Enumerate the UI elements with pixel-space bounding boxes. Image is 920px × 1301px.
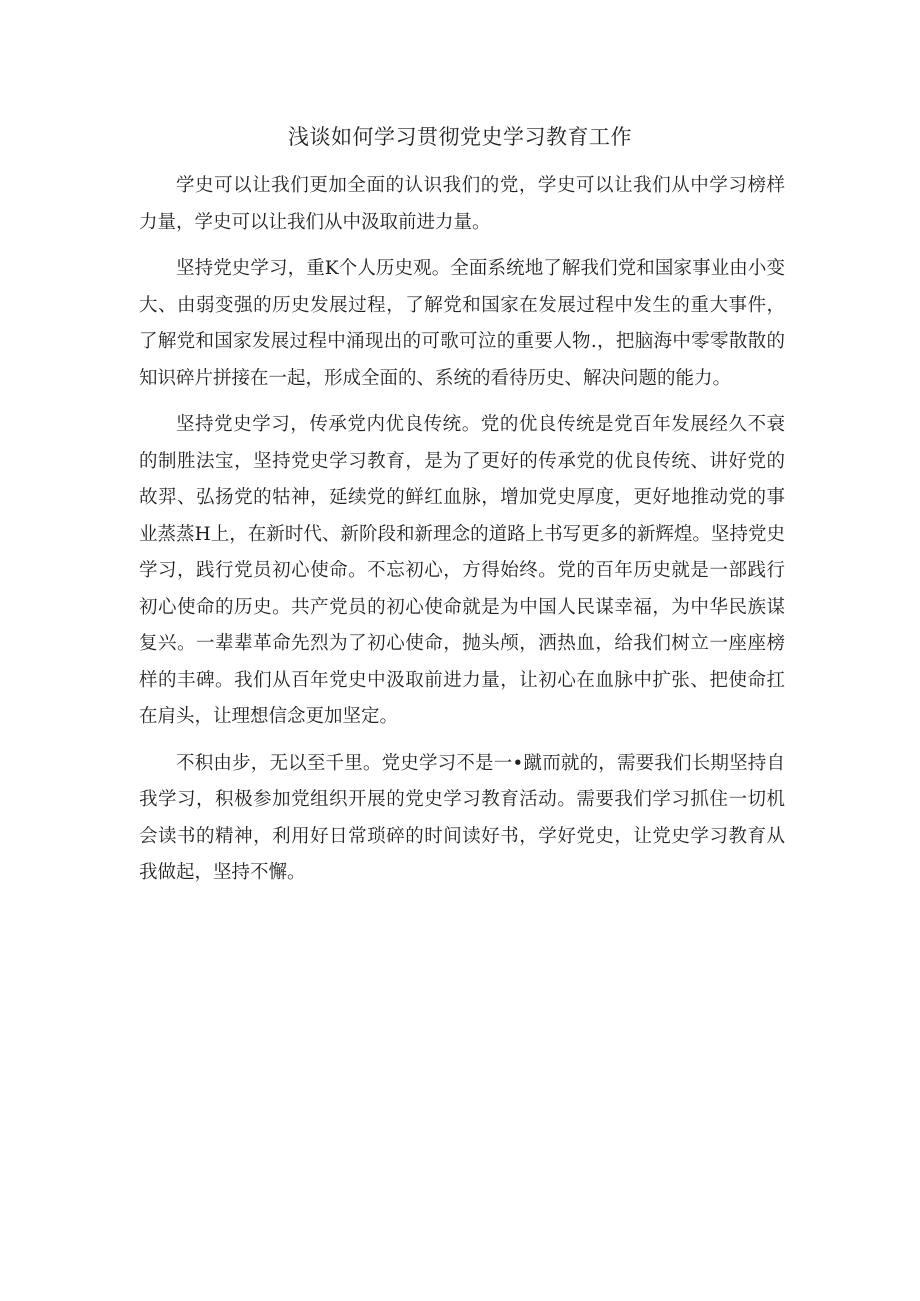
document-title: 浅谈如何学习贯彻党史学习教育工作 (288, 125, 632, 149)
paragraph-1: 学史可以让我们更加全面的认识我们的党，学史可以让我们从中学习榜样力量，学史可以让我们从中汲取前进力量。 (139, 175, 785, 233)
document-body (139, 168, 785, 902)
paragraph-3: 坚持党史学习，传承党内优良传统。党的优良传统是党百年发展经久不衰的制胜法宝，坚持党史学习教育，是为了更好的传承党的优良传统、讲好党的故羿、弘扬党的牯神，延续党的鲜红血脉，增加党史厚度，更好地推动党的事业蒸蒸H上，在新时代、新阶段和新理念的道路上书写更多的新辉煌。坚持党史学习，践行党员初心使命。不忘初心，方得始终。党的百年历史就是一部践行初心使命的历史。共产党员的初心使命就是为中国人民谋幸福，为中华民族谋复兴。一辈辈革命先烈为了初心使命，抛头颅，洒热血，给我们树立一座座榜样的丰碑。我们从百年党史中汲取前进力量，让初心在血脉中扩张、把使命扛在肩头，让理想信念更加坚定。 (139, 414, 785, 727)
paragraph-2: 坚持党史学习，重K个人历史观。全面系统地了解我们党和国家事业由小变大、由弱变强的历史发展过程，了解党和国家在发展过程中发生的重大事件，了解党和国家发展过程中涌现出的可歌可泣的重要人物.，把脑海中零零散散的知识碎片拼接在一起，形成全面的、系统的看待历史、解决问题的能力。 (139, 258, 785, 389)
paragraph-4: 不积由步，无以至千里。党史学习不是一•蹴而就的，需要我们长期坚持自我学习，积极参加党组织开展的党史学习教育活动。需要我们学习抓住一切机会读书的精神，利用好日常琐碎的时间读好书，学好党史，让党史学习教育从我做起，坚持不懈。 (139, 752, 785, 883)
